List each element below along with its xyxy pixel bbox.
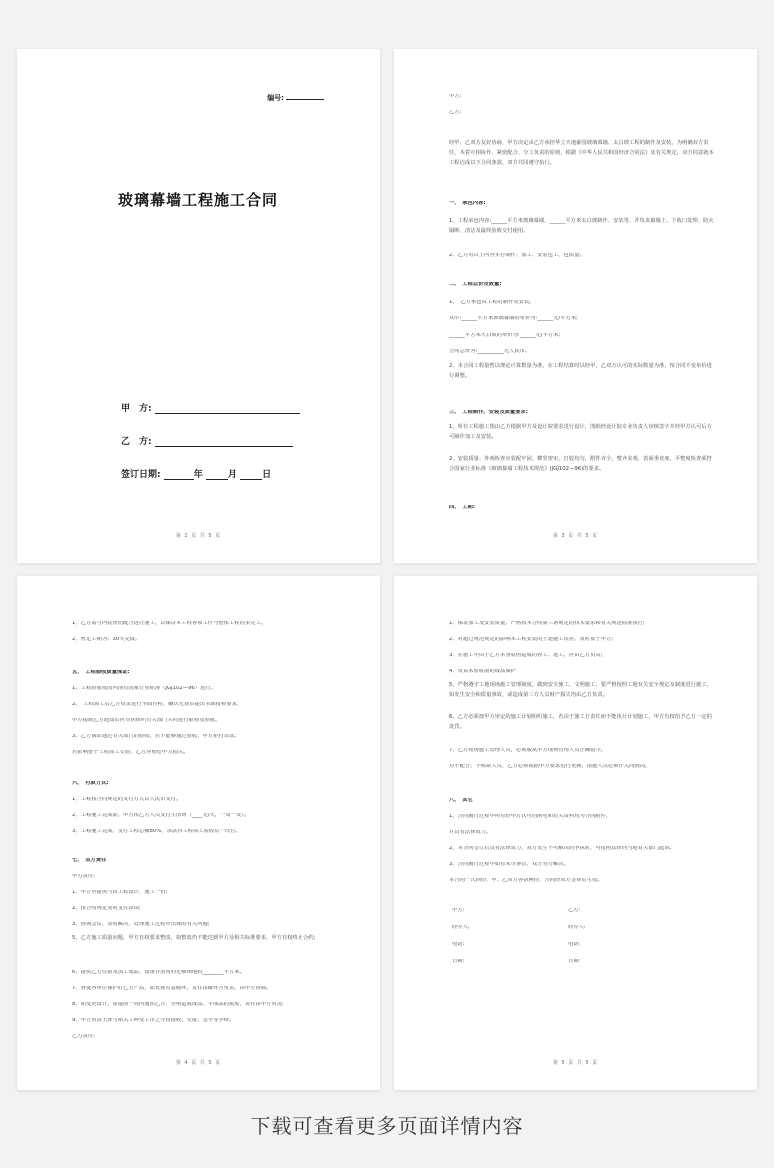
clause-line: 2、对超过规范规定的影响本工程安装的土建施工误差，及时报于甲方; (449, 637, 614, 642)
sign-date-label: 签订日期: (121, 470, 161, 480)
clause-paragraph: 2、安装质量：外观检查应装配牢固、横竖密实，打胶均匀，附件齐全，整齐美观，表面垂直度，平整度检查须符合国家行业标准《玻璃幕墙工程技术规范》(JGJ102—96)的要求。 (449, 456, 712, 472)
sign-date-b: 日期: (568, 959, 581, 964)
page-number: 第 4 页 共 5 页 (175, 1060, 222, 1066)
clause-line: 8、如变更设计，需提前一周内通知乙方，否则造成成品、半成品的报废，责任由甲方负责; (72, 1002, 284, 1007)
sign-phone-a: 电话: (452, 942, 465, 947)
clause-line: 2、暂定工期为：30天完成。 (72, 637, 141, 642)
clause-line: 2、按合同规定及时支付款项; (72, 906, 141, 911)
clause-line: 并具有法律效力。 (449, 830, 492, 835)
sign-party-a: 甲方: (452, 908, 465, 913)
clause-line: 1、保证加工及安装质量，严格按本合同第三条规定的技术要求和有关规范标准执行; (449, 621, 645, 626)
clause-line: 若影响整个工程竣工交验，乙方应赔偿甲方损失。 (72, 750, 189, 755)
clause-paragraph: 6、乙方必须按甲方审定的施工计划组织施工，若由于施工方责任而不能执行计划施工，甲方有权给予乙方一定的处罚。 (449, 714, 712, 730)
clause-line: ______平方米大白玻的单价为:______元/平方米; (449, 333, 561, 338)
page-number: 第 2 页 共 5 页 (175, 533, 222, 539)
contract-page-5 (394, 576, 757, 1090)
clause-line: 1、 乙方承包该工程的制作及安装。 (449, 300, 535, 305)
day-label: 日 (262, 470, 272, 480)
contract-page-3 (394, 49, 757, 563)
clause-line: 1、乙方需与内装密切配合进行施工，以保证本工程各项工作与整体工程同步完工。 (72, 621, 267, 626)
clause-line: 7、乙方现场施工管理人员，必须服从甲方现场管理人员正确指令。 (449, 748, 606, 753)
month-label: 月 (227, 470, 237, 480)
clause-paragraph: 5、严格遵守工地现场施工管理制度，做到安全施工，文明施工，要严格按照工地有关安全规定及制度进行施工，如发生安全和质量事故，或造成第三方人员财产损失均由乙方负责。 (449, 682, 712, 698)
clause-paragraph: 2、本合同工程量暂以理论计算数量为准，在工程结算时以经甲、乙双方认可的实际数量为准，按合同不变单价进行调整。 (449, 363, 712, 379)
clause-line: 本合同一式四份，甲、乙双方各执两份，合同经双方签章后生效。 (449, 878, 603, 883)
page-number: 第 5 页 共 5 页 (552, 1060, 599, 1066)
clause-line: 7、督促各单位保护好乙方产品，如发现有意破坏，责任由破坏方负责，由甲方协调。 (72, 986, 272, 991)
sign-date-field (121, 467, 271, 480)
clause-line: 乙方责任: (72, 1034, 95, 1039)
year-blank (164, 479, 194, 480)
contract-number (267, 93, 324, 103)
clause-line: 2、 工程竣工后乙方负责进行全面自检，确认无误后提出书面报检要求， (72, 702, 243, 707)
party-a-label: 甲 方: (121, 404, 152, 414)
clause-line: 合同总价为:__________元人民币。 (449, 349, 531, 354)
clause-line: 3、协调会议，及时解决、处理施工过程中出现的有关问题; (72, 922, 210, 927)
sign-date-a: 日期: (452, 959, 465, 964)
section-heading: 六、 付款方式: (72, 781, 109, 786)
clause-line: 甲方责任: (72, 874, 95, 879)
download-caption: 下载可查看更多页面详情内容 (250, 1114, 524, 1138)
clause-line: 1、工程按合同规定的支付方式以人民币支付。 (72, 797, 182, 802)
contract-title: 玻璃幕墙工程施工合同 (118, 191, 279, 209)
clause-line: 1、合同履行过程中所有经甲方认可的函电和有关资料均为合同附件， (449, 814, 612, 819)
clause-line: 1、甲方应提供与该工程设计、施工一份; (72, 890, 168, 895)
clause-line: 对不配合、不称职人员，乙方必须根据甲方要求进行更换，措施人员必须作关向到岗。 (449, 764, 651, 769)
party-a-line: 甲方: (449, 94, 462, 99)
clause-line: 6、提供乙方住宿及加工成品、设备存放用的足够场地约________平方米。 (72, 970, 245, 975)
section-heading: 二、 工程总价及数量: (449, 282, 502, 287)
year-label: 年 (193, 470, 203, 480)
page-number: 第 3 页 共 5 页 (552, 533, 599, 539)
sign-agent-a: 经办人: (452, 925, 470, 930)
clause-line: 3、乙方保证通过有关部门的验收，若不能够通过验收，甲方拒付余款; (72, 734, 237, 739)
sign-agent-b: 经办人: (568, 925, 586, 930)
clause-line: 2、本合同签订后具有法律效力，双方发生不可解决的争执时，可按照法律向当地有关部门起诉。 (449, 846, 675, 851)
preamble-paragraph: 经甲、乙双方友好协商，甲方决定由乙方承担华立天地豪园玻璃幕墙、太白玻工程的制作及安装。为明确双方责任，本着互相协作、紧密配合、分工负责的原则，根据《中华人民共和国经济合同法》及有关规定，双方同意就本工程达成以下合同条款，双方共同遵守执行。 (449, 140, 714, 166)
clause-line: 其中:______平方米玻璃幕墙的单价为:______元/平方米; (449, 316, 578, 321)
section-heading: 一、 承包内容: (449, 201, 486, 206)
sign-phone-b: 电话: (568, 942, 581, 947)
contract-number-blank (286, 99, 324, 100)
clause-line: 2、工程施工完成前，甲方按乙方人员支付生活费（____元/天，一周一发）。 (72, 813, 250, 818)
section-heading: 五、 工程验收质量保证: (72, 670, 130, 675)
clause-line: 3、合同履行过程中如有未尽事宜，双方另行解决。 (449, 862, 569, 867)
clause-line: 1、工程验收按国内现有国家行业标准（JGJ102—96）进行。 (72, 686, 216, 691)
party-b-blank (155, 446, 293, 447)
contract-number-label: 编号: (267, 94, 284, 102)
party-a-blank (155, 413, 300, 414)
clause-line: 甲方接到乙方通知后应尽快组织有关部门共同进行联检及验收。 (72, 718, 221, 723)
section-heading: 八、 其它 (449, 798, 473, 803)
party-a-field (121, 401, 300, 414)
clause-line: 2、乙方对以上内容实行制作、加工、安装包工、包质量。 (449, 253, 585, 258)
clause-line: 4、负责未验收前的成品保护 (449, 669, 516, 674)
month-blank (206, 479, 228, 480)
party-b-label: 乙 方: (121, 437, 152, 447)
clause-line: 9、甲方负责土排与相关工种及工序之分段接收，交接、签字等手续。 (72, 1018, 235, 1023)
day-blank (240, 479, 262, 480)
section-heading: 七、 双方责任 (72, 858, 107, 863)
section-heading: 三、 工程制作、安装及质量要求: (449, 410, 528, 415)
contract-cover-page (17, 49, 380, 563)
clause-paragraph: 1、所有工程施工图由乙方根据甲方及设计院要求进行设计，图纸经设计院专业负责人审核签字并经甲方认可后方可制作加工及安装。 (449, 424, 712, 440)
clause-line: 3、在施工中由于乙方本身原因造成的停工、返工，应由乙方负责; (449, 653, 603, 658)
clause-line: 3、工程施工完成，支付工程总额80%，余款待工程竣工验收后一次付。 (72, 829, 241, 834)
party-b-line: 乙方: (449, 110, 462, 115)
sign-party-b: 乙方: (568, 908, 581, 913)
clause-paragraph: 5、乙方施工质量问题，甲方有权要求整改，如整改仍不能达到甲方及相关标准要求，甲方有权终止合约; (72, 935, 316, 941)
clause-paragraph: 1、工程承包内容:______平方米玻璃幕墙，______平方米太白玻制作、安装等，并负责幕墙上、下收口处理、防火隔断、清洁及最终验收交付使用。 (449, 218, 714, 234)
party-b-field (121, 434, 293, 447)
contract-page-4 (17, 576, 380, 1090)
section-heading: 四、 工期: (449, 505, 475, 510)
